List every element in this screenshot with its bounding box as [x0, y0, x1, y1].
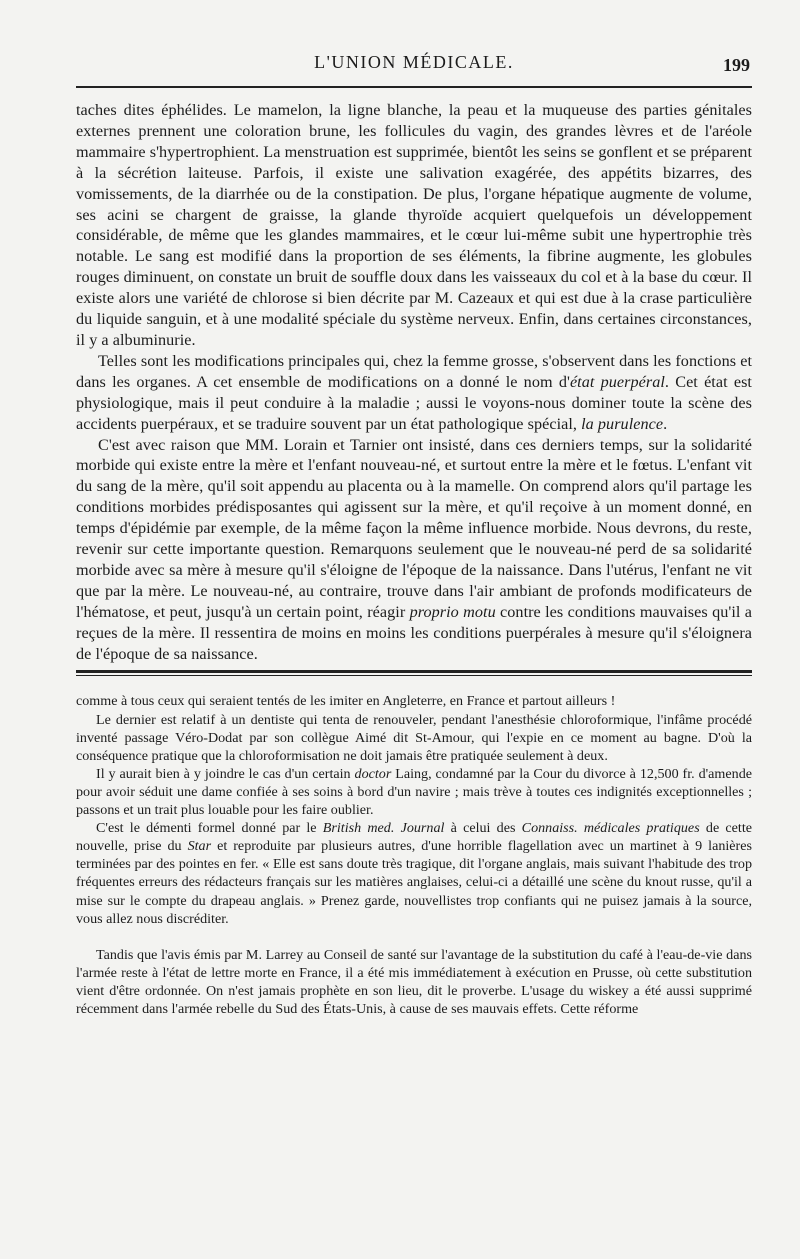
- note-paragraph: [76, 692, 752, 710]
- text-run: C'est le démenti formel donné par le: [96, 820, 323, 837]
- text-run: Laing, condamné par la Cour du divorce à 12,500 fr. d'amende pour avoir séduit une dame confiée à ses soins à bord d'un navire ; mais trève à toutes ces indignités exceptionnelles ; passons et un trait plus louable pour les faire oublier.: [76, 765, 752, 819]
- main-text: [76, 86, 752, 664]
- page-header: [76, 0, 752, 86]
- note-paragraph: [76, 711, 752, 765]
- text-run: Le dernier est relatif à un dentiste qui tenta de renouveler, pendant l'anesthésie chloroformique, l'infâme procédé inventé passage Véro-Dodat par son collègue Aimé dit St-Amour, qui l'expie en ce moment au bagne. D'où la conséquence pratique que la chloroformisation ne doit jamais être pratiquée seulement à deux.: [76, 711, 752, 764]
- text-run: et reproduite par plusieurs autres, d'une horrible flagellation avec un martinet à 9 lanières terminées par des pointes en fer. « Elle est sans doute très tragique, dit l'organe anglais, mais suivant l'habitude des trop fréquentes erreurs des rédacteurs français sur les matières anglaises, celui-ci a détaillé une scène du knout russe, qu'il a mise sur le compte du drapeau anglais. » Prenez garde, nouvellistes trop confiants qui ne puisez jamais à la source, vous allez nous discréditer.: [76, 838, 752, 927]
- text-run: C'est avec raison que MM. Lorain et Tarnier ont insisté, dans ces derniers temps, sur la solidarité morbide qui existe entre la mère et l'enfant nouveau-né, et surtout entre la mère et le fœtus. L'enfant vit du sang de la mère, qu'il soit appendu au placenta ou à la mamelle. On comprend alors qu'il partage les conditions morbides prédisposantes qui agissent sur la mère, et qu'il reçoive à un moment donné, en temps d'épidémie par exemple, de la même façon la même influence morbide. Nous devrons, du reste, revenir sur cette importante question. Remarquons seulement que le nouveau-né perd de sa solidarité morbide avec sa mère à mesure qu'il s'éloigne de l'époque de la naissance. Dans l'utérus, l'enfant ne vit que par la mère. Le nouveau-né, au contraire, trouve dans l'air ambiant de profonds modificateurs de l'hématose, et peut, jusqu'à un certain point, réagir: [76, 435, 752, 621]
- italic-run: British med. Journal: [322, 820, 445, 837]
- text-run: de cette nouvelle, prise du: [76, 820, 752, 855]
- text-run: Telles sont les modifications principales qui, chez la femme grosse, s'observent dans les fonctions et dans les organes. A cet ensemble de modifications on a donné le nom d': [76, 351, 752, 391]
- note-paragraph: [76, 946, 752, 1018]
- text-run: Il y aurait bien à y joindre le cas d'un certain: [96, 765, 355, 782]
- header-rule: [76, 86, 752, 88]
- paragraph: [76, 435, 752, 665]
- italic-run: proprio motu: [409, 602, 496, 621]
- notes-section: [76, 676, 752, 1018]
- text-run: comme à tous ceux qui seraient tentés de les imiter en Angleterre, en France et partout ailleurs !: [76, 693, 616, 710]
- italic-run: doctor: [354, 765, 392, 782]
- paragraph: [76, 351, 752, 435]
- text-run: .: [663, 414, 668, 433]
- italic-run: la purulence: [581, 414, 664, 433]
- note-paragraph: [76, 819, 752, 928]
- text-run: . Cet état est physiologique, mais il peut conduire à la maladie ; aussi le voyons-nous dominer toute la scène des accidents puerpéraux, et se traduire souvent par un état pathologique spécial,: [76, 372, 752, 433]
- text-run: contre les conditions mauvaises qu'il a reçues de la mère. Il ressentira de moins en moins les conditions puerpérales à mesure qu'il s'éloignera de l'époque de sa naissance.: [76, 602, 752, 663]
- italic-run: Star: [187, 838, 212, 855]
- text-run: à celui des: [444, 820, 522, 837]
- text-run: taches dites éphélides. Le mamelon, la ligne blanche, la peau et la muqueuse des parties génitales externes prennent une coloration brune, les follicules du vagin, des grandes lèvres et de l'aréole mammaire s'hypertrophient. La menstruation est supprimée, bientôt les seins se gonflent et se préparent à la sécrétion laiteuse. Parfois, il existe une salivation exagérée, des appétits bizarres, des vomissements, de la diarrhée ou de la constipation. De plus, l'organe hépatique augmente de volume, ses acini se chargent de graisse, la glande thyroïde acquiert quelquefois un développement considérable, de même que les glandes mammaires, et le cœur lui-même subit une hypertrophie très notable. Le sang est modifié dans la proportion de ses éléments, la fibrine augmente, les globules rouges diminuent, on constate un bruit de souffle doux dans les vaisseaux du col et à la base du cœur. Il existe alors une variété de chlorose si bien décrite par M. Cazeaux et qui est due à la crase particulière du liquide sanguin, et à une modalité spéciale du système nerveux. Enfin, dans certaines circonstances, il y a albuminurie.: [76, 101, 752, 349]
- note-paragraph: [76, 765, 752, 819]
- paragraph: [76, 100, 752, 351]
- italic-run: état puerpéral: [569, 372, 665, 391]
- text-run: Tandis que l'avis émis par M. Larrey au Conseil de santé sur l'avantage de la substitution du café à l'eau-de-vie dans l'armée reste à l'état de lettre morte en France, il a été mis immédiatement à exécution en Prusse, où cette substitution vient d'être ordonnée. On n'est jamais prophète en son lieu, dit le proverbe. L'usage du wiskey a été aussi supprimé récemment dans l'armée rebelle du Sud des États-Unis, à cause de ses mauvais effets. Cette réforme: [76, 946, 752, 1017]
- page-number: 199: [723, 55, 750, 75]
- italic-run: Connaiss. médicales pratiques: [521, 820, 700, 837]
- running-title: L'UNION MÉDICALE.: [314, 52, 514, 72]
